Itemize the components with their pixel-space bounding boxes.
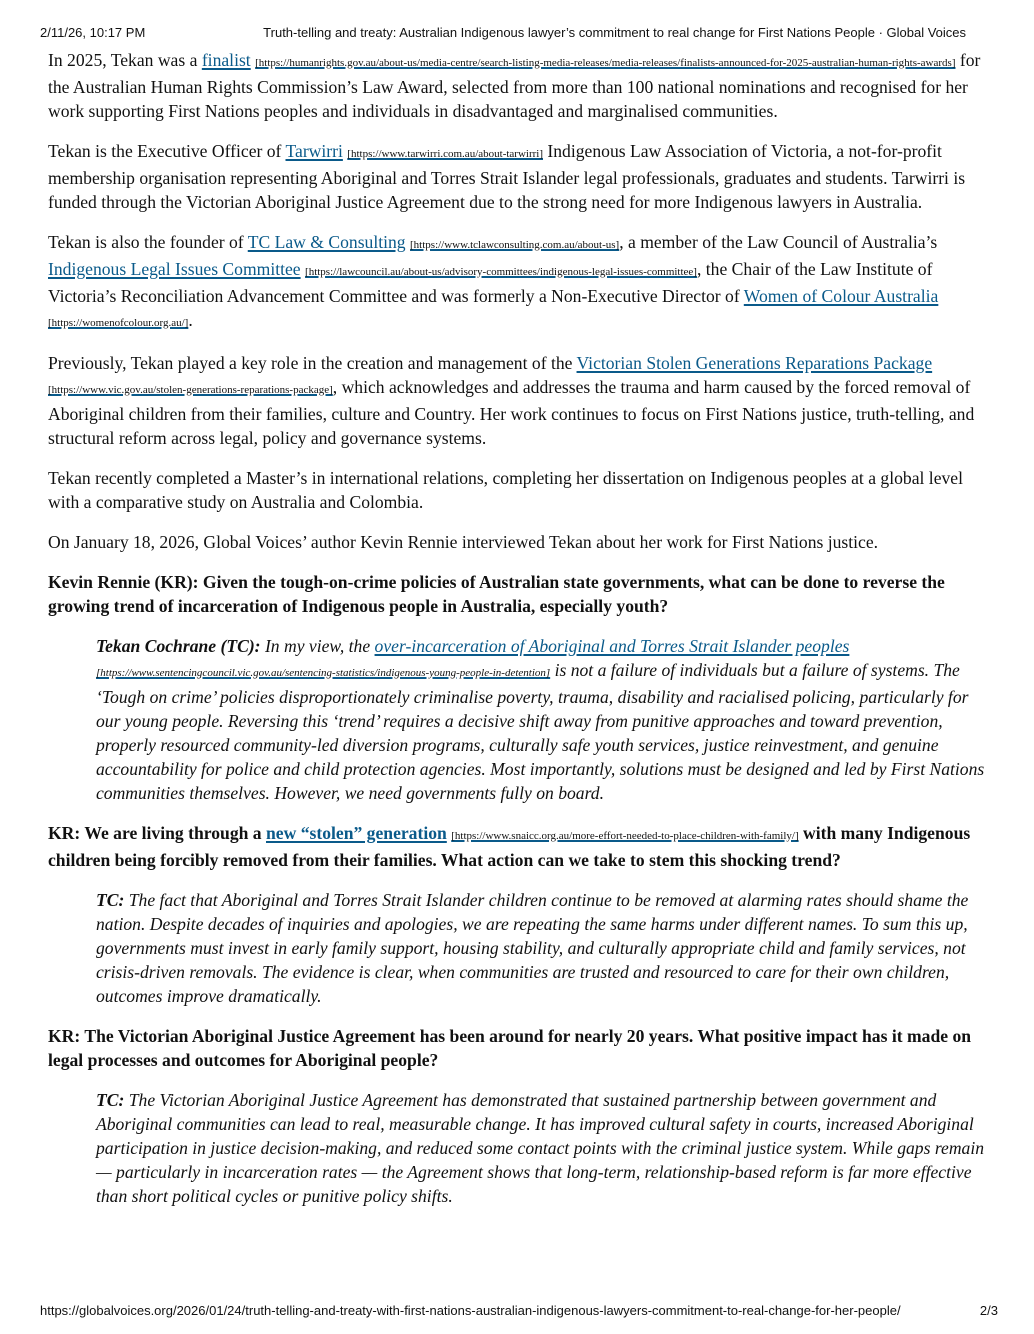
link-url: [https://www.snaicc.org.au/more-effort-needed-to-place-children-with-family/] <box>451 830 799 842</box>
speaker: TC: <box>96 890 125 910</box>
text: is not a failure of individuals but a failure of systems. The ‘Tough on crime’ policies disproportionately criminalise poverty, trauma, disability and racialised policing, particularly for our young people. Reversing this ‘trend’ requires a decisive shift away from punitive approaches and toward prevention, properly resourced community-led diversion programs, culturally safe youth services, justice reinvestment, and genuine accountability for police and child protection agencies. Most importantly, solutions must be designed and led by First Nations communities themselves. However, we need governments fully on board. <box>96 660 985 803</box>
text: for the Australian Human Rights Commission’s Law Award, selected from more than 100 national nominations and recognised for her work supporting First Nations peoples and individuals in disadvantaged and marginalised communities. <box>48 50 981 121</box>
text: . <box>188 310 193 330</box>
text: Tekan is the Executive Officer of <box>48 141 286 161</box>
text: , the Chair of the Law Institute of Victoria’s Reconciliation Advancement Committee and was formerly a Non-Executive Director of <box>48 259 933 306</box>
link-url: [https://womenofcolour.org.au/] <box>48 317 189 329</box>
text: Previously, Tekan played a key role in the creation and management of the <box>48 353 577 373</box>
paragraph-tarwirri <box>48 139 993 214</box>
print-datetime: 2/11/26, 10:17 PM <box>40 25 146 40</box>
question-3: KR: The Victorian Aboriginal Justice Agreement has been around for nearly 20 years. What positive impact has it made on legal processes and outcomes for Aboriginal people? <box>48 1026 972 1070</box>
paragraph-reparations <box>48 351 993 450</box>
tc-law-link[interactable]: TC Law & Consulting <box>247 232 406 252</box>
text: In my view, the <box>260 636 375 656</box>
text: The Victorian Aboriginal Justice Agreement has demonstrated that sustained partnership between government and Aboriginal communities can lead to real, measurable change. It has improved cultural safety in courts, increased Aboriginal participation in justice decision-making, and reduced some contact points with the criminal justice system. While gaps remain — particularly in incarceration rates — the Agreement shows that long-term, relationship-based reform is far more effective than short political cycles or punitive policy shifts. <box>96 1090 985 1206</box>
women-of-colour-link[interactable]: Women of Colour Australia <box>743 286 939 306</box>
text: , which acknowledges and addresses the trauma and harm caused by the forced removal of Aboriginal children from their families, culture and Country. Her work continues to focus on First Nations justice, truth-telling, and structural reform across legal, policy and governance systems. <box>48 377 975 448</box>
paragraph-founder <box>48 230 993 335</box>
text: Tekan is also the founder of <box>48 232 248 252</box>
article-body <box>48 48 993 1224</box>
tarwirri-link[interactable]: Tarwirri <box>285 141 343 161</box>
stolen-generation-link[interactable]: new “stolen” generation <box>266 823 447 843</box>
print-header <box>40 25 966 40</box>
page-url: https://globalvoices.org/2026/01/24/truth-telling-and-treaty-with-first-nations-australian-indigenous-lawyers-commitment-to-real-change-for-her-people/ <box>40 1303 901 1318</box>
question-2 <box>48 821 993 872</box>
over-incarceration-link[interactable]: over-incarceration of Aboriginal and Torres Strait Islander peoples <box>374 636 850 656</box>
paragraph-interview-intro: On January 18, 2026, Global Voices’ author Kevin Rennie interviewed Tekan about her work for First Nations justice. <box>48 532 879 552</box>
text: KR: We are living through a <box>48 823 266 843</box>
text: In 2025, Tekan was a <box>48 50 202 70</box>
link-url: [https://www.vic.gov.au/stolen-generations-reparations-package] <box>48 384 333 396</box>
text: with many Indigenous children being forcibly removed from their families. What action can we take to stem this shocking trend? <box>48 823 971 870</box>
answer-1 <box>96 634 993 805</box>
speaker: Tekan Cochrane (TC): <box>96 636 261 656</box>
print-footer <box>40 1303 998 1318</box>
paragraph-masters: Tekan recently completed a Master’s in international relations, completing her dissertation on Indigenous peoples at a global level with a comparative study on Australia and Colombia. <box>48 468 963 512</box>
finalist-link[interactable]: finalist <box>201 50 251 70</box>
answer-3 <box>96 1088 993 1208</box>
reparations-link[interactable]: Victorian Stolen Generations Reparations Package <box>576 353 933 373</box>
paragraph-finalist <box>48 48 993 123</box>
link-url: [https://www.tclawconsulting.com.au/about-us] <box>410 239 620 251</box>
link-url: [https://humanrights.gov.au/about-us/media-centre/search-listing-media-releases/media-releases/finalists-announced-for-2025-australian-human-rights-awards] <box>255 57 956 69</box>
speaker: TC: <box>96 1090 125 1110</box>
indigenous-legal-issues-link[interactable]: Indigenous Legal Issues Committee <box>48 259 301 279</box>
link-url: [https://www.tarwirri.com.au/about-tarwirri] <box>347 148 543 160</box>
text: The fact that Aboriginal and Torres Strait Islander children continue to be removed at alarming rates should shame the nation. Despite decades of inquiries and apologies, we are repeating the same harms under different names. To sum this up, governments must invest in early family support, housing stability, and culturally appropriate child and family services, not crisis-driven removals. The evidence is clear, when communities are trusted and resourced to care for their own children, outcomes improve dramatically. <box>96 890 969 1006</box>
text: , a member of the Law Council of Australia’s <box>619 232 938 252</box>
question-1: Kevin Rennie (KR): Given the tough-on-crime policies of Australian state governments, what can be done to reverse the growing trend of incarceration of Indigenous people in Australia, especially youth? <box>48 572 945 616</box>
page-title: Truth-telling and treaty: Australian Indigenous lawyer’s commitment to real change for First Nations People · Global Voices <box>263 25 966 40</box>
page-number: 2/3 <box>979 1303 998 1318</box>
link-url: [https://lawcouncil.au/about-us/advisory-committees/indigenous-legal-issues-committee] <box>305 266 697 278</box>
link-url: [https://www.sentencingcouncil.vic.gov.au/sentencing-statistics/indigenous-young-people-in-detention] <box>96 667 551 679</box>
text: Indigenous Law Association of Victoria, a not-for-profit membership organisation representing Aboriginal and Torres Strait Islander legal professionals, graduates and students. Tarwirri is funded through the Victorian Aboriginal Justice Agreement due to the strong need for more Indigenous lawyers in Australia. <box>48 141 966 212</box>
answer-2 <box>96 888 993 1008</box>
